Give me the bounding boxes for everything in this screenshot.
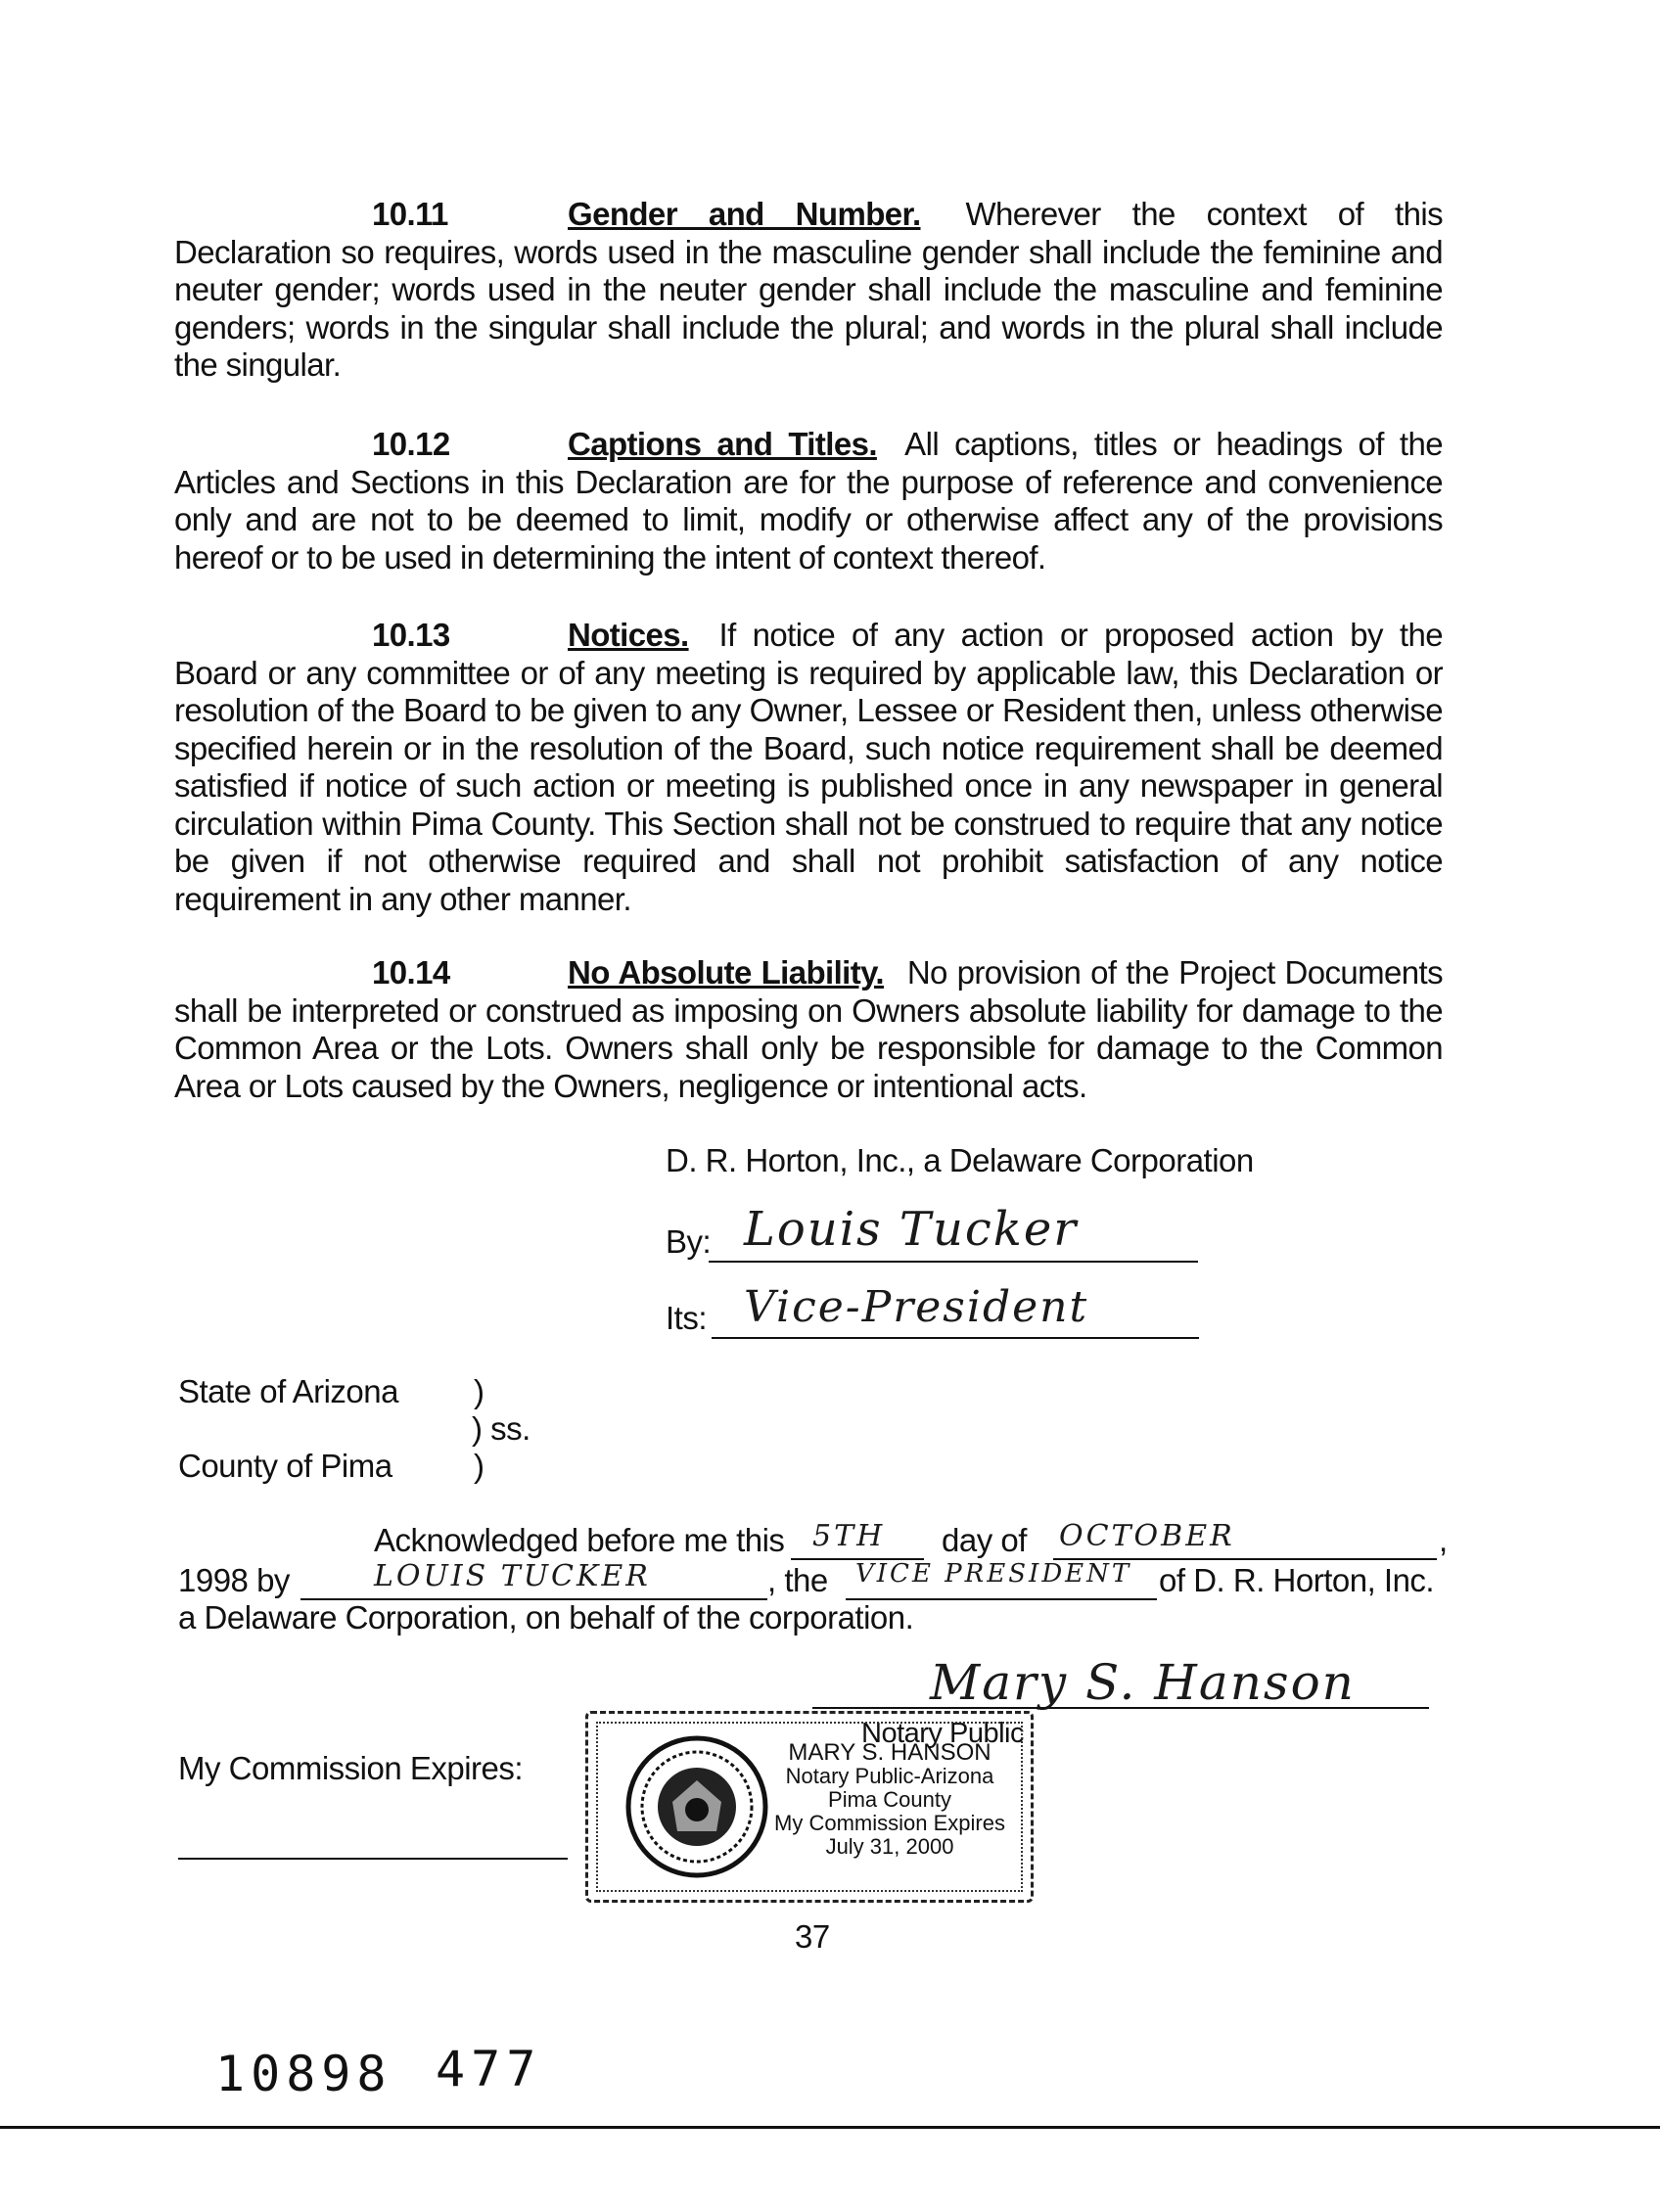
venue-state: State of Arizona bbox=[178, 1373, 398, 1409]
ack-prefix: Acknowledged before me this bbox=[374, 1522, 785, 1558]
section-number: 10.11 bbox=[372, 196, 448, 232]
notary-signature: Mary S. Hanson bbox=[930, 1654, 1356, 1711]
state-seal-icon bbox=[623, 1733, 770, 1880]
ack-of-company: of D. R. Horton, Inc. bbox=[1159, 1562, 1435, 1598]
section-title: Captions and Titles. bbox=[568, 426, 877, 462]
section-10-13 bbox=[174, 617, 1443, 918]
stamp-line: My Commission Expires bbox=[774, 1811, 1005, 1835]
stamp-text bbox=[762, 1741, 1017, 1859]
notary-signature-line bbox=[812, 1707, 1429, 1709]
section-10-14 bbox=[174, 954, 1443, 1105]
ack-day: 5TH bbox=[812, 1519, 886, 1553]
its-line bbox=[712, 1337, 1199, 1339]
venue-county: County of Pima bbox=[178, 1448, 392, 1484]
by-label: By: bbox=[666, 1223, 712, 1260]
stamp-line: Pima County bbox=[828, 1787, 951, 1812]
venue-ss: ) ss. bbox=[472, 1410, 530, 1447]
ack-year-by: 1998 by bbox=[178, 1562, 290, 1598]
stamp-line: MARY S. HANSON bbox=[788, 1739, 991, 1766]
stamp-line: July 31, 2000 bbox=[825, 1834, 954, 1859]
by-signature-line bbox=[709, 1261, 1198, 1263]
section-title: Gender and Number. bbox=[568, 196, 921, 232]
ack-title: VICE PRESIDENT bbox=[855, 1559, 1132, 1589]
section-body: If notice of any action or proposed action by the Board or any committee or of any meeting is required by applicable law, this Declaration or resolution of the Board to be given to any Owner, Lessee or Resident then, unless otherwise specified herein or in the resolution of the Board, such notice requirement shall be deemed satisfied if notice of such action or meeting is published once in any newspaper in general circulation within Pima County. This Section shall not be construed to require that any notice be given if not otherwise required and shall not prohibit satisfaction of any notice requirement in any other manner. bbox=[174, 617, 1443, 917]
section-number: 10.13 bbox=[372, 617, 450, 653]
ack-the: , the bbox=[767, 1562, 828, 1598]
docket-number: 10898 bbox=[215, 2046, 392, 2102]
notary-label: Notary Public bbox=[861, 1718, 1024, 1749]
section-body: All captions, titles or headings of the Articles and Sections in this Declaration are for the purpose of reference and convenience only and are not to be deemed to limit, modify or otherwise affect any of the provisions hereof or to be used in determining the intent of context thereof. bbox=[174, 426, 1444, 576]
page-number: 37 bbox=[795, 1918, 830, 1955]
docket-page: 477 bbox=[436, 2041, 542, 2097]
ack-day-of: day of bbox=[942, 1522, 1027, 1558]
commission-label: My Commission Expires: bbox=[178, 1750, 524, 1786]
ack-line3: a Delaware Corporation, on behalf of the corporation. bbox=[178, 1599, 914, 1636]
venue-paren: ) bbox=[474, 1373, 484, 1409]
section-10-11 bbox=[174, 196, 1443, 385]
its-title-handwritten: Vice-President bbox=[744, 1282, 1089, 1332]
section-number: 10.14 bbox=[372, 954, 450, 991]
venue-paren: ) bbox=[474, 1448, 484, 1484]
ack-month: OCTOBER bbox=[1059, 1519, 1235, 1553]
section-body: Wherever the context of this Declaration so requires, words used in the masculine gender shall include the feminine and neuter gender; words used in the neuter gender shall include the masculine and feminine genders; words in the singular shall include the plural; and words in the plural shall include the singular. bbox=[174, 196, 1443, 383]
its-label: Its: bbox=[666, 1300, 708, 1336]
notary-stamp bbox=[585, 1711, 1034, 1903]
footer-rule bbox=[0, 2126, 1660, 2129]
commission-line bbox=[178, 1858, 568, 1860]
company-line: D. R. Horton, Inc., a Delaware Corporation bbox=[666, 1142, 1254, 1178]
section-10-12 bbox=[174, 426, 1443, 576]
section-body: No provision of the Project Documents shall be interpreted or construed as imposing on Owners absolute liability for damage to the Common Area or the Lots. Owners shall only be responsible for damage to the Common Area or Lots caused by the Owners, negligence or intentional acts. bbox=[174, 954, 1443, 1104]
officer-signature: Louis Tucker bbox=[744, 1202, 1079, 1257]
section-number: 10.12 bbox=[372, 426, 450, 462]
ack-name: LOUIS TUCKER bbox=[374, 1559, 651, 1593]
ack-comma: , bbox=[1439, 1522, 1448, 1558]
section-title: No Absolute Liability. bbox=[568, 954, 884, 991]
stamp-line: Notary Public-Arizona bbox=[785, 1764, 994, 1788]
section-title: Notices. bbox=[568, 617, 689, 653]
